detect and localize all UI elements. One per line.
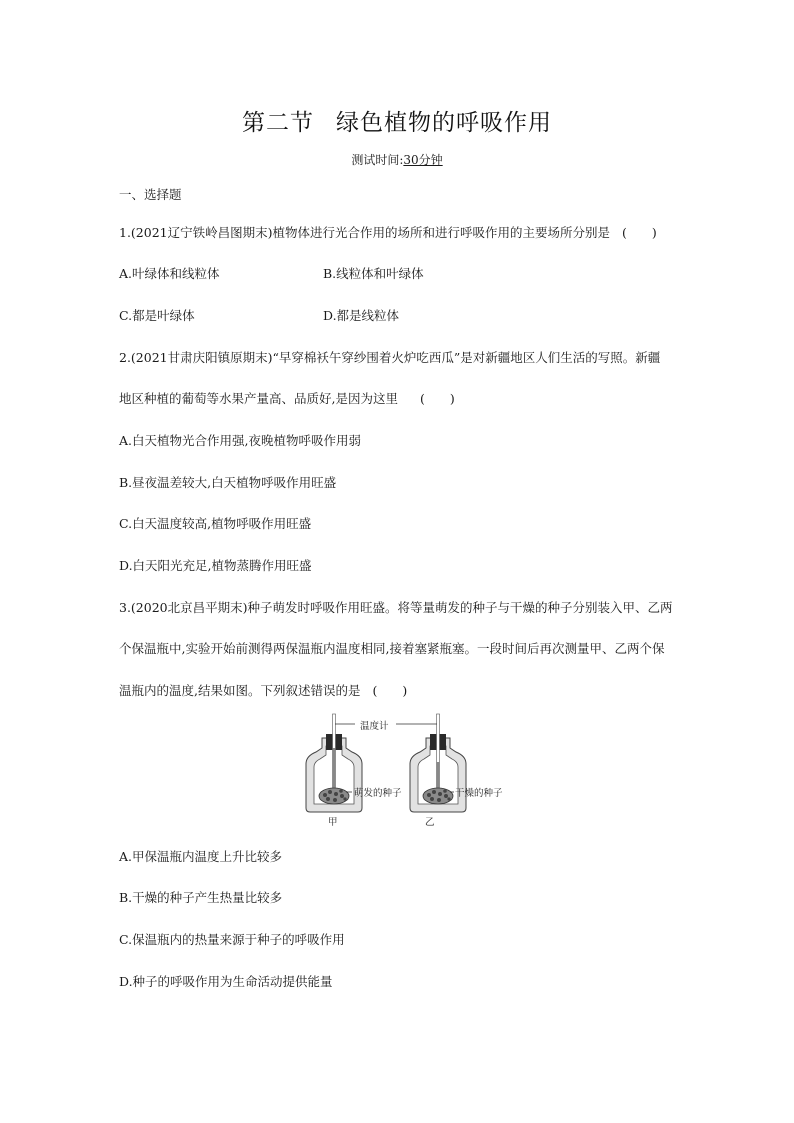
question-1-text: 1.(2021辽宁铁岭昌图期末)植物体进行光合作用的场所和进行呼吸作用的主要场所分别是 xyxy=(119,225,610,240)
question-2-text: 地区种植的葡萄等水果产量高、品质好,是因为这里 xyxy=(119,391,398,406)
q1-option-c: C.都是叶绿体 xyxy=(119,308,195,323)
question-2-stem-line-2 xyxy=(119,391,455,407)
q1-option-a: A.叶绿体和线粒体 xyxy=(119,266,220,281)
question-3-text: 温瓶内的温度,结果如图。下列叙述错误的是 xyxy=(119,683,361,698)
q3-option-b: B.干燥的种子产生热量比较多 xyxy=(119,890,283,905)
answer-blank: ( ) xyxy=(621,225,657,240)
q2-option-b: B.昼夜温差较大,白天植物呼吸作用旺盛 xyxy=(119,475,337,490)
test-time xyxy=(0,151,794,168)
dry-seeds-label: 干燥的种子 xyxy=(455,788,503,799)
q2-option-a: A.白天植物光合作用强,夜晚植物呼吸作用弱 xyxy=(119,433,361,448)
thermometer-label: 温度计 xyxy=(360,721,389,732)
q1-option-b: B.线粒体和叶绿体 xyxy=(323,266,424,281)
answer-blank: ( ) xyxy=(419,391,455,406)
section-title: 绿色植物的呼吸作用 xyxy=(336,110,552,136)
test-time-label: 测试时间: xyxy=(351,153,404,167)
question-2-stem-line-1: 2.(2021甘肃庆阳镇原期末)“早穿棉袄午穿纱围着火炉吃西瓜”是对新疆地区人们生活的写照。新疆 xyxy=(119,350,661,365)
q1-option-d: D.都是线粒体 xyxy=(323,308,400,323)
test-time-value: 30分钟 xyxy=(403,153,443,167)
answer-blank: ( ) xyxy=(372,683,408,698)
question-1-stem xyxy=(119,225,657,241)
flask-yi-label: 乙 xyxy=(425,817,435,828)
q2-option-d: D.白天阳光充足,植物蒸腾作用旺盛 xyxy=(119,558,312,573)
q3-option-c: C.保温瓶内的热量来源于种子的呼吸作用 xyxy=(119,932,345,947)
section-number: 第二节 xyxy=(242,110,314,136)
question-3-stem-line-2: 个保温瓶中,实验开始前测得两保温瓶内温度相同,接着塞紧瓶塞。一段时间后再次测量甲、乙两个保 xyxy=(119,641,665,656)
q2-option-c: C.白天温度较高,植物呼吸作用旺盛 xyxy=(119,516,312,531)
page-title xyxy=(0,104,794,137)
flask-jia-label: 甲 xyxy=(328,817,338,828)
q3-option-d: D.种子的呼吸作用为生命活动提供能量 xyxy=(119,974,333,989)
question-3-stem-line-1: 3.(2020北京昌平期末)种子萌发时呼吸作用旺盛。将等量萌发的种子与干燥的种子分别装入甲、乙两 xyxy=(119,600,673,615)
q3-option-a: A.甲保温瓶内温度上升比较多 xyxy=(119,849,283,864)
question-3-stem-line-3 xyxy=(119,683,407,699)
germinating-seeds-label: 萌发的种子 xyxy=(354,788,402,799)
thermos-flask-figure xyxy=(290,712,530,830)
section-heading: 一、选择题 xyxy=(119,187,182,202)
